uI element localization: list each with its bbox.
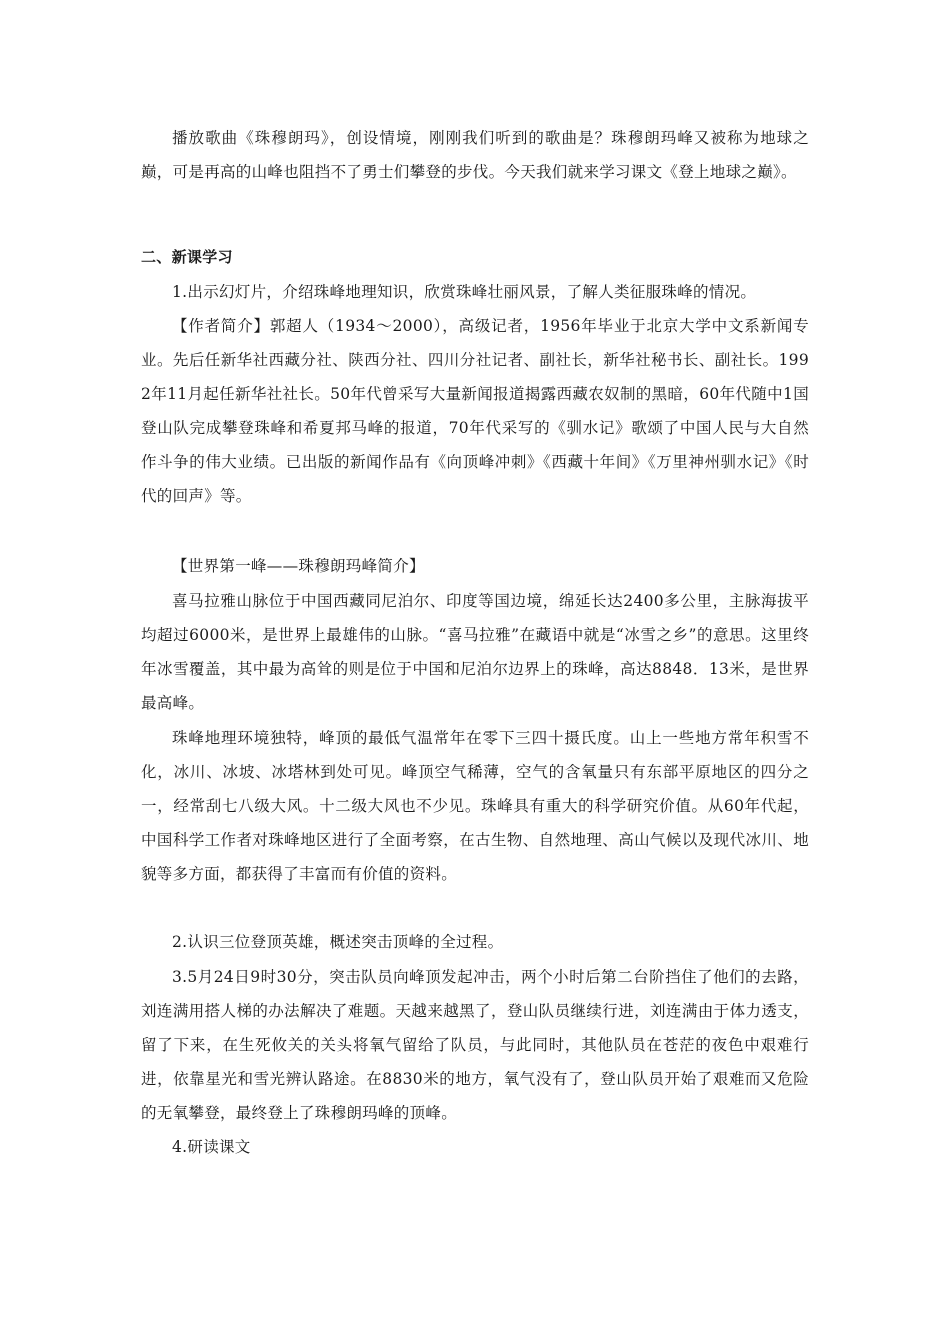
item-2-paragraph: 2.认识三位登顶英雄，概述突击顶峰的全过程。 [172, 933, 504, 951]
himalaya-paragraph: 喜马拉雅山脉位于中国西藏同尼泊尔、印度等国边境，绵延长达2400多公里，主脉海拔平均超过6000米，是世界上最雄伟的山脉。“喜马拉雅”在藏语中就是“冰雪之乡”的意思。这里终年冰雪覆盖，其中最为高耸的则是位于中国和尼泊尔边界上的珠峰，高达8848．13米，是世界最高峰。 [141, 592, 809, 712]
peak-intro-heading: 【世界第一峰——珠穆朗玛峰简介】 [172, 557, 425, 575]
item-4-paragraph: 4.研读课文 [172, 1138, 251, 1156]
section-heading: 二、新课学习 [141, 248, 233, 266]
item-1-paragraph: 1.出示幻灯片，介绍珠峰地理知识，欣赏珠峰壮丽风景，了解人类征服珠峰的情况。 [172, 283, 757, 301]
author-intro-paragraph: 【作者简介】郭超人（1934～2000），高级记者，1956年毕业于北京大学中文系新闻专业。先后任新华社西藏分社、陕西分社、四川分社记者、副社长，新华社秘书长、副社长。1992年11月起任新华社社长。50年代曾采写大量新闻报道揭露西藏农奴制的黑暗，60年代随中1国登山队完成攀登珠峰和希夏邦马峰的报道，70年代采写的《驯水记》歌颂了中国人民与大自然作斗争的伟大业绩。已出版的新闻作品有《向顶峰冲刺》《西藏十年间》《万里神州驯水记》《时代的回声》等。 [141, 317, 809, 505]
item-3-paragraph: 3.5月24日9时30分，突击队员向峰顶发起冲击，两个小时后第二台阶挡住了他们的去路，刘连满用搭人梯的办法解决了难题。天越来越黑了，登山队员继续行进，刘连满由于体力透支，留了下来，在生死攸关的关头将氧气留给了队员，与此同时，其他队员在苍茫的夜色中艰难行进，依靠星光和雪光辨认路途。在8830米的地方，氧气没有了，登山队员开始了艰难而又危险的无氧攀登，最终登上了珠穆朗玛峰的顶峰。 [141, 968, 809, 1122]
intro-paragraph: 播放歌曲《珠穆朗玛》，创设情境，刚刚我们听到的歌曲是？珠穆朗玛峰又被称为地球之巅，可是再高的山峰也阻挡不了勇士们攀登的步伐。今天我们就来学习课文《登上地球之巅》。 [141, 129, 809, 181]
environment-paragraph: 珠峰地理环境独特，峰顶的最低气温常年在零下三四十摄氏度。山上一些地方常年积雪不化，冰川、冰坡、冰塔林到处可见。峰顶空气稀薄，空气的含氧量只有东部平原地区的四分之一，经常刮七八级大风。十二级大风也不少见。珠峰具有重大的科学研究价值。从60年代起，中国科学工作者对珠峰地区进行了全面考察，在古生物、自然地理、高山气候以及现代冰川、地貌等多方面，都获得了丰富而有价值的资料。 [141, 729, 809, 883]
